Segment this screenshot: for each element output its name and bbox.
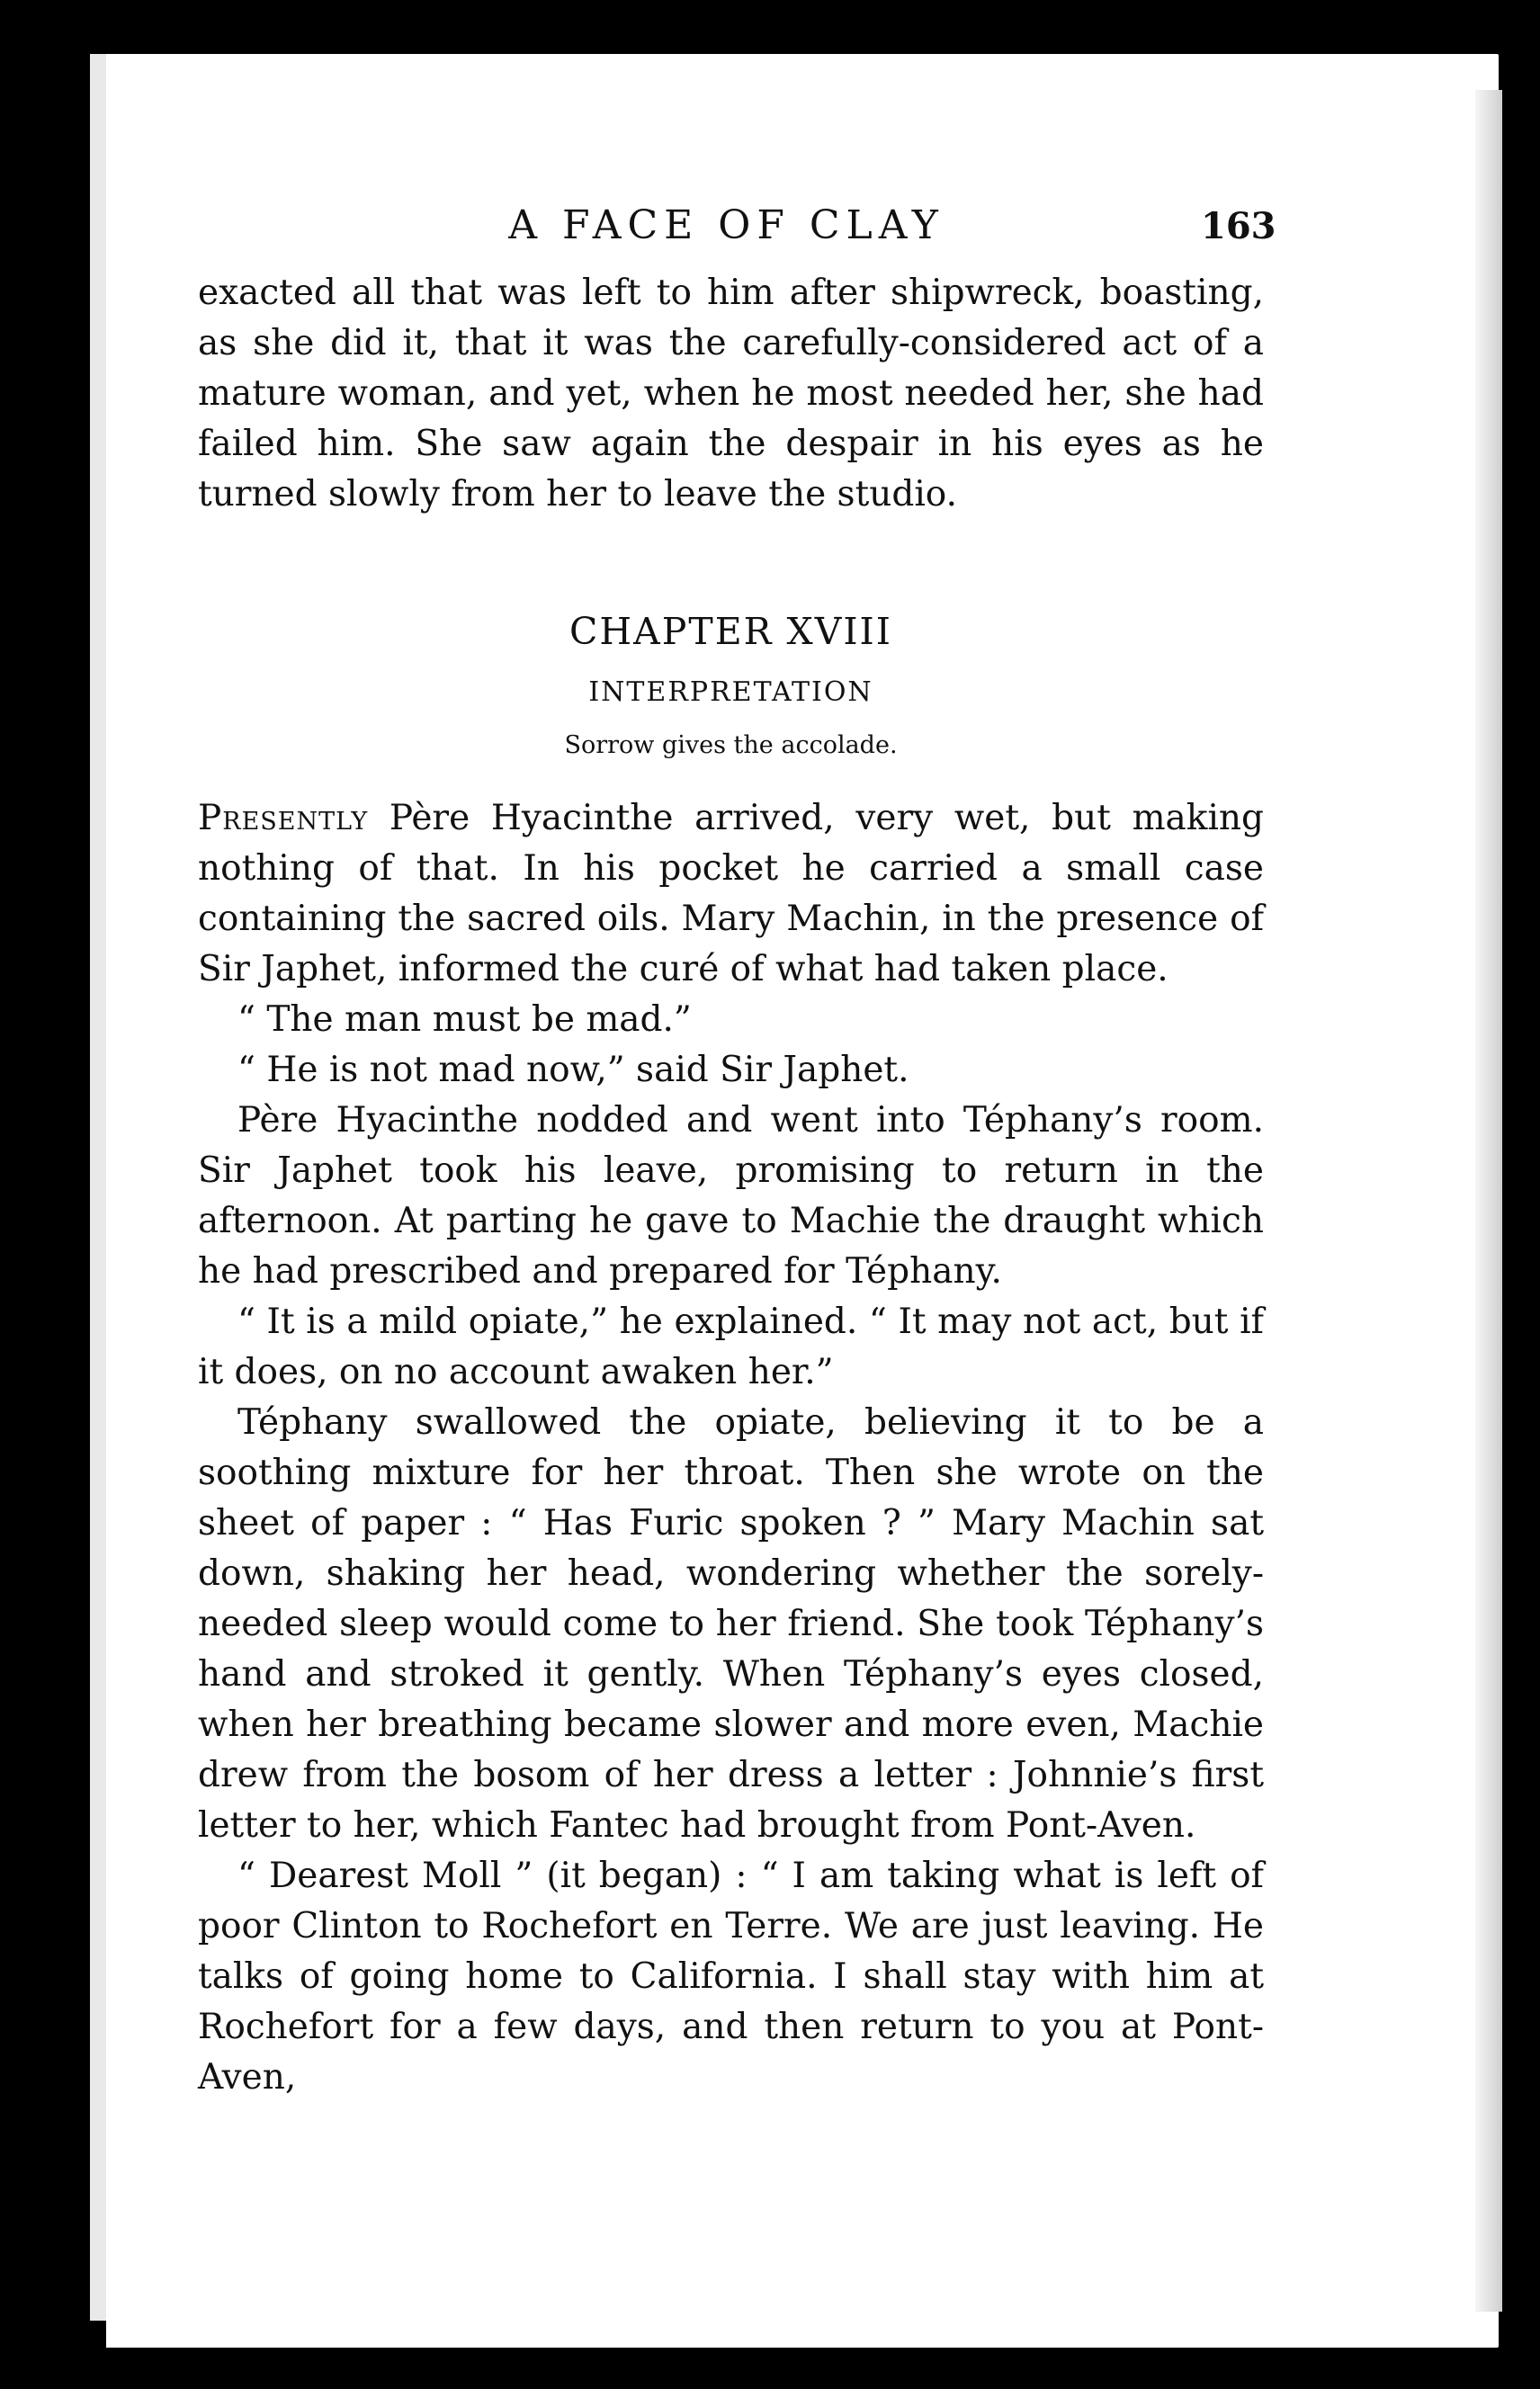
paragraph-7: “ Dearest Moll ” (it began) : “ I am taking what is left of poor Clinton to Rochefort en Terre. We are just leaving. He talks of going home to California. I shall stay with him at Rochefort for a few days, and then return to you at Pont-Aven, bbox=[198, 1856, 1264, 2098]
paragraph-2: “ The man must be mad.” bbox=[237, 999, 692, 1040]
running-head bbox=[198, 202, 1276, 248]
chapter-epigraph: Sorrow gives the accolade. bbox=[564, 731, 898, 759]
paragraph-4: Père Hyacinthe nodded and went into Téphany’s room. Sir Japhet took his leave, promising to return in the afternoon. At parting he gave to Machie the draught which he had prescribed and prepared for Téphany. bbox=[198, 1100, 1264, 1292]
paragraph-3: “ He is not mad now,” said Sir Japhet. bbox=[237, 1050, 909, 1090]
page-text-block bbox=[198, 202, 1276, 2103]
page-number: 163 bbox=[1201, 205, 1276, 247]
carryover-paragraph: exacted all that was left to him after shipwreck, boasting, as she did it, that it was the carefully-considered act of a mature woman, and yet, when he most needed her, she had failed him. She saw again the despair in his eyes as he turned slowly from her to leave the studio. bbox=[198, 273, 1264, 514]
paragraph-6: Téphany swallowed the opiate, believing it to be a soothing mixture for her throat. Then she wrote on the sheet of paper : “ Has Furic spoken ? ” Mary Machin sat down, shaking her head, wondering whether the sorely-needed sleep would come to her friend. She took Téphany’s hand and stroked it gently. When Téphany’s eyes closed, when her breathing became slower and more even, Machie drew from the bosom of her dress a letter : Johnnie’s first letter to her, which Fantec had brought from Pont-Aven. bbox=[198, 1402, 1264, 1846]
paragraph-1-rest: Père Hyacinthe arrived, very wet, but making nothing of that. In his pocket he carried a small case containing the sacred oils. Mary Machin, in the presence of Sir Japhet, informed the curé of what had taken place. bbox=[198, 798, 1264, 989]
paragraph-1-lead: Presently bbox=[198, 798, 369, 838]
chapter-heading: CHAPTER XVIII bbox=[569, 610, 892, 653]
chapter-subtitle: INTERPRETATION bbox=[588, 676, 873, 708]
paragraph-5: “ It is a mild opiate,” he explained. “ It may not act, but if it does, on no account awaken her.” bbox=[198, 1302, 1264, 1392]
page-spine-edge bbox=[90, 54, 106, 2321]
scan-left-margin bbox=[0, 0, 94, 2389]
page-edge-shadow bbox=[1475, 90, 1502, 2312]
running-title: A FACE OF CLAY bbox=[508, 202, 945, 248]
paragraph-1 bbox=[198, 793, 1264, 995]
